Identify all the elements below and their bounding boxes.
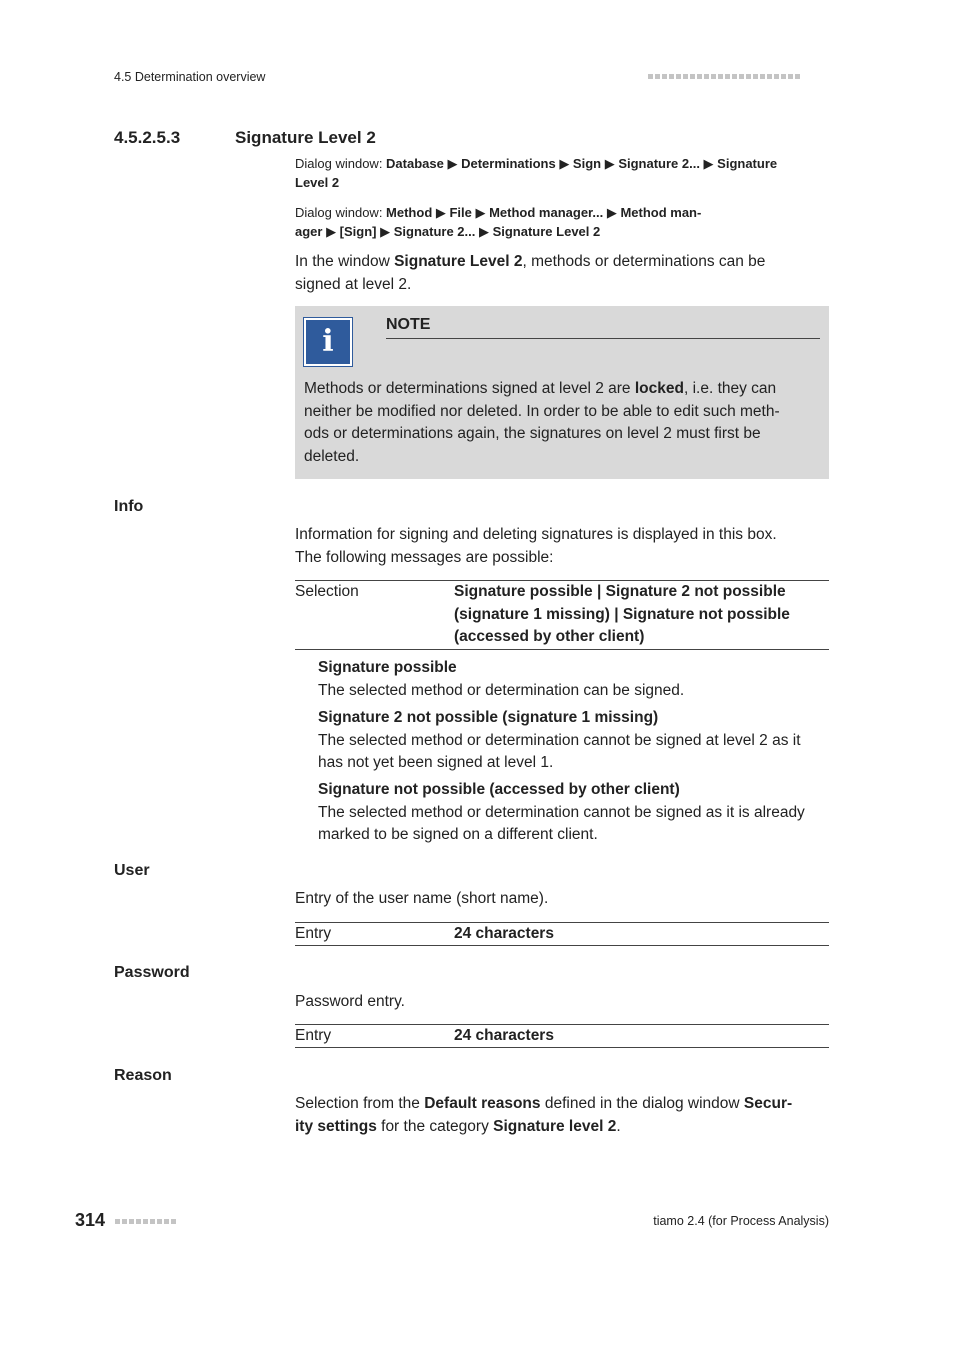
table-key: Selection [295,583,359,600]
info-icon: i [304,318,352,366]
product-name: tiamo 2.4 (for Process Analysis) [653,1214,829,1228]
table-value: 24 characters [454,925,554,942]
user-label: User [114,862,150,879]
page-number: 314 [75,1210,106,1230]
section-title: Signature Level 2 [235,128,376,147]
reason-label: Reason [114,1067,172,1084]
table-value: Signature possible | Signature 2 not possible (signature 1 missing) | Signature not possible (accessed by other client) [454,583,790,645]
info-option-2: Signature 2 not possible (signature 1 missing) The selected method or determination cannot be signed at level 2 as it has not yet been signed at level 1. [318,709,801,771]
note-divider [386,338,820,339]
note-title: NOTE [386,316,431,333]
intro-paragraph: In the window Signature Level 2, methods or determinations can be signed at level 2. [295,253,766,293]
info-option-1: Signature possible The selected method or determination can be signed. [318,659,685,699]
reason-description: Selection from the Default reasons defined in the dialog window Secur- ity settings for the category Signature level 2. [295,1095,793,1135]
header-decoration [648,74,800,79]
password-label: Password [114,964,190,981]
info-label: Info [114,498,144,515]
dialog-path-1: Dialog window: Database ▶ Determinations ▶ Sign ▶ Signature 2... ▶ Signature Level 2 [295,156,778,190]
user-description: Entry of the user name (short name). [295,890,549,907]
footer-decoration [115,1219,176,1224]
info-option-3: Signature not possible (accessed by other client) The selected method or determination cannot be signed as it is already marked to be signed on a different client. [318,781,805,843]
table-value: 24 characters [454,1027,554,1044]
password-description: Password entry. [295,993,405,1010]
running-header: 4.5 Determination overview [114,70,266,84]
user-entry-table [295,922,829,946]
info-selection-table [295,580,829,650]
section-number: 4.5.2.5.3 [114,128,181,147]
dialog-path-2: Dialog window: Method ▶ File ▶ Method manager... ▶ Method man- ager ▶ [Sign] ▶ Signature 2... ▶ Signature Level 2 [295,205,702,239]
password-entry-table [295,1024,829,1048]
info-description: Information for signing and deleting signatures is displayed in this box. The following messages are possible: [295,526,777,566]
note-text: Methods or determinations signed at level 2 are locked, i.e. they can neither be modified nor deleted. In order to be able to edit such meth- ods or determinations again, the signatures on level 2 must first be deleted. [304,380,780,465]
note-box [295,306,829,479]
table-key: Entry [295,1027,332,1044]
table-key: Entry [295,925,332,942]
